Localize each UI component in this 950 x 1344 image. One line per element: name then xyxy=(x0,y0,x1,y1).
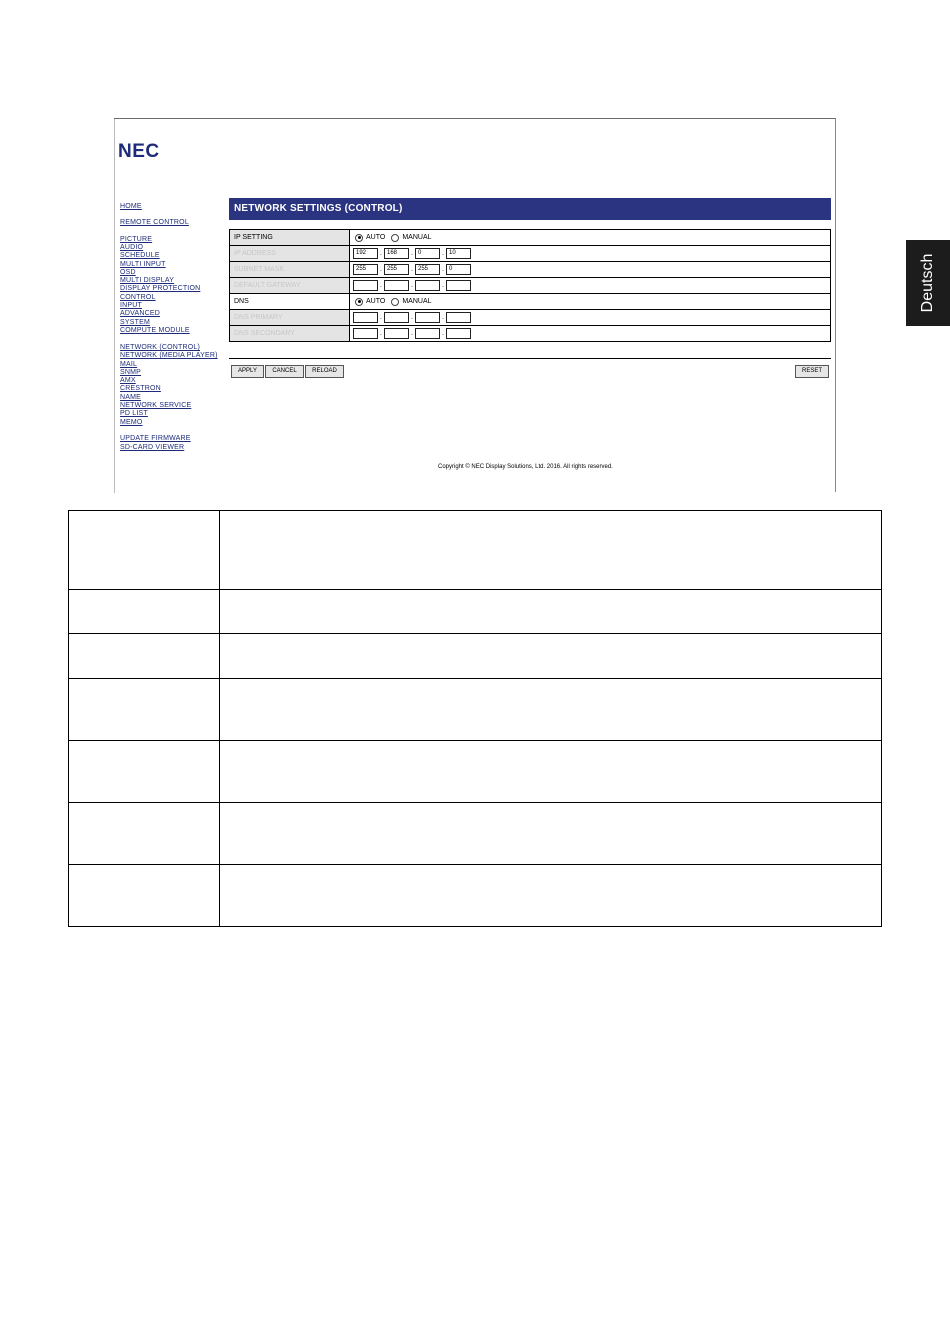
desc-row xyxy=(69,634,882,679)
dns-manual-label: MANUAL xyxy=(402,298,432,305)
ip-address-octet-2[interactable]: 168 xyxy=(384,248,409,259)
network-settings-table xyxy=(229,229,831,342)
subnet-mask-octet-3[interactable]: 255 xyxy=(415,264,440,275)
description-table xyxy=(68,510,882,927)
subnet-mask-octet-1[interactable]: 255 xyxy=(353,264,378,275)
nav-sd-card-viewer[interactable]: SD-CARD VIEWER xyxy=(120,444,185,451)
desc-row xyxy=(69,803,882,865)
nav-multi-display[interactable]: MULTI DISPLAY xyxy=(120,277,175,284)
desc-row xyxy=(69,590,882,634)
dns-secondary-octet-2[interactable] xyxy=(384,328,409,339)
nav-schedule[interactable]: SCHEDULE xyxy=(120,252,160,259)
ip-setting-manual-label: MANUAL xyxy=(402,234,432,241)
nav-remote-control[interactable]: REMOTE CONTROL xyxy=(120,219,189,226)
ip-address-octet-3[interactable]: 0 xyxy=(415,248,440,259)
nav-network-service[interactable]: NETWORK SERVICE xyxy=(120,402,192,409)
nav-input[interactable]: INPUT xyxy=(120,302,142,309)
ip-address-octet-4[interactable]: 10 xyxy=(446,248,471,259)
ip-address-octet-1[interactable]: 192 xyxy=(353,248,378,259)
subnet-mask-octet-4[interactable]: 0 xyxy=(446,264,471,275)
nav-compute-module[interactable]: COMPUTE MODULE xyxy=(120,327,190,334)
row-dns-secondary xyxy=(230,326,831,342)
nav-system[interactable]: SYSTEM xyxy=(120,319,150,326)
nav-audio[interactable]: AUDIO xyxy=(120,244,144,251)
default-gateway-label: DEFAULT GATEWAY xyxy=(230,278,350,294)
row-dns xyxy=(230,294,831,310)
nav-picture[interactable]: PICTURE xyxy=(120,236,153,243)
dns-secondary-octet-3[interactable] xyxy=(415,328,440,339)
nav-amx[interactable]: AMX xyxy=(120,377,136,384)
nav-snmp[interactable]: SNMP xyxy=(120,369,142,376)
dns-auto-label: AUTO xyxy=(366,298,386,305)
dns-primary-octet-2[interactable] xyxy=(384,312,409,323)
ip-address-value: 192 . 168 . 0 . 10 xyxy=(350,246,831,262)
dns-primary-label: DNS PRIMARY xyxy=(230,310,350,326)
desc-row xyxy=(69,741,882,803)
dns-secondary-octet-4[interactable] xyxy=(446,328,471,339)
ip-setting-label: IP SETTING xyxy=(230,230,350,246)
default-gateway-value: . . . xyxy=(350,278,831,294)
dns-auto-radio[interactable] xyxy=(355,298,363,306)
nav-advanced[interactable]: ADVANCED xyxy=(120,310,160,317)
nav-memo[interactable]: MEMO xyxy=(120,419,143,426)
nav-osd[interactable]: OSD xyxy=(120,269,136,276)
default-gateway-octet-4[interactable] xyxy=(446,280,471,291)
dns-manual-radio[interactable] xyxy=(391,298,399,306)
row-ip-setting xyxy=(230,230,831,246)
nav-network-media-player[interactable]: NETWORK (MEDIA PLAYER) xyxy=(120,352,218,359)
ip-setting-value xyxy=(350,230,831,246)
nec-logo: NEC xyxy=(118,141,160,162)
nav-network-control[interactable]: NETWORK (CONTROL) xyxy=(120,344,201,351)
subnet-mask-value: 255 . 255 . 255 . 0 xyxy=(350,262,831,278)
dns-label: DNS xyxy=(230,294,350,310)
ip-setting-manual-radio[interactable] xyxy=(391,234,399,242)
apply-button[interactable]: APPLY xyxy=(231,365,264,378)
nav-pd-list[interactable]: PD LIST xyxy=(120,410,148,417)
reload-button[interactable]: RELOAD xyxy=(305,365,344,378)
dns-primary-octet-4[interactable] xyxy=(446,312,471,323)
nav-update-firmware[interactable]: UPDATE FIRMWARE xyxy=(120,435,191,442)
dns-value xyxy=(350,294,831,310)
nav-display-protection[interactable]: DISPLAY PROTECTION xyxy=(120,285,201,292)
page-title: NETWORK SETTINGS (CONTROL) xyxy=(229,198,831,220)
desc-row xyxy=(69,865,882,927)
copyright-text: Copyright © NEC Display Solutions, Ltd. 2016. All rights reserved. xyxy=(438,464,613,470)
ip-address-label: IP ADDRESS xyxy=(230,246,350,262)
nav-mail[interactable]: MAIL xyxy=(120,361,138,368)
language-tab xyxy=(906,240,950,326)
nav-control[interactable]: CONTROL xyxy=(120,294,156,301)
nav-multi-input[interactable]: MULTI INPUT xyxy=(120,261,166,268)
subnet-mask-octet-2[interactable]: 255 xyxy=(384,264,409,275)
language-tab-label: Deutsch xyxy=(919,253,936,313)
ip-setting-auto-label: AUTO xyxy=(366,234,386,241)
dns-primary-octet-3[interactable] xyxy=(415,312,440,323)
nav-crestron[interactable]: CRESTRON xyxy=(120,385,161,392)
dns-secondary-value: . . . xyxy=(350,326,831,342)
row-subnet-mask xyxy=(230,262,831,278)
desc-row xyxy=(69,679,882,741)
row-ip-address xyxy=(230,246,831,262)
dns-secondary-octet-1[interactable] xyxy=(353,328,378,339)
dns-primary-value: . . . xyxy=(350,310,831,326)
desc-row xyxy=(69,511,882,590)
subnet-mask-label: SUBNET MASK xyxy=(230,262,350,278)
row-dns-primary xyxy=(230,310,831,326)
row-default-gateway xyxy=(230,278,831,294)
dns-primary-octet-1[interactable] xyxy=(353,312,378,323)
divider xyxy=(229,358,831,359)
nav-name[interactable]: NAME xyxy=(120,394,142,401)
dns-secondary-label: DNS SECONDARY xyxy=(230,326,350,342)
ip-setting-auto-radio[interactable] xyxy=(355,234,363,242)
default-gateway-octet-2[interactable] xyxy=(384,280,409,291)
default-gateway-octet-3[interactable] xyxy=(415,280,440,291)
cancel-button[interactable]: CANCEL xyxy=(265,365,304,378)
default-gateway-octet-1[interactable] xyxy=(353,280,378,291)
reset-button[interactable]: RESET xyxy=(795,365,829,378)
nav-home[interactable]: HOME xyxy=(120,203,142,210)
